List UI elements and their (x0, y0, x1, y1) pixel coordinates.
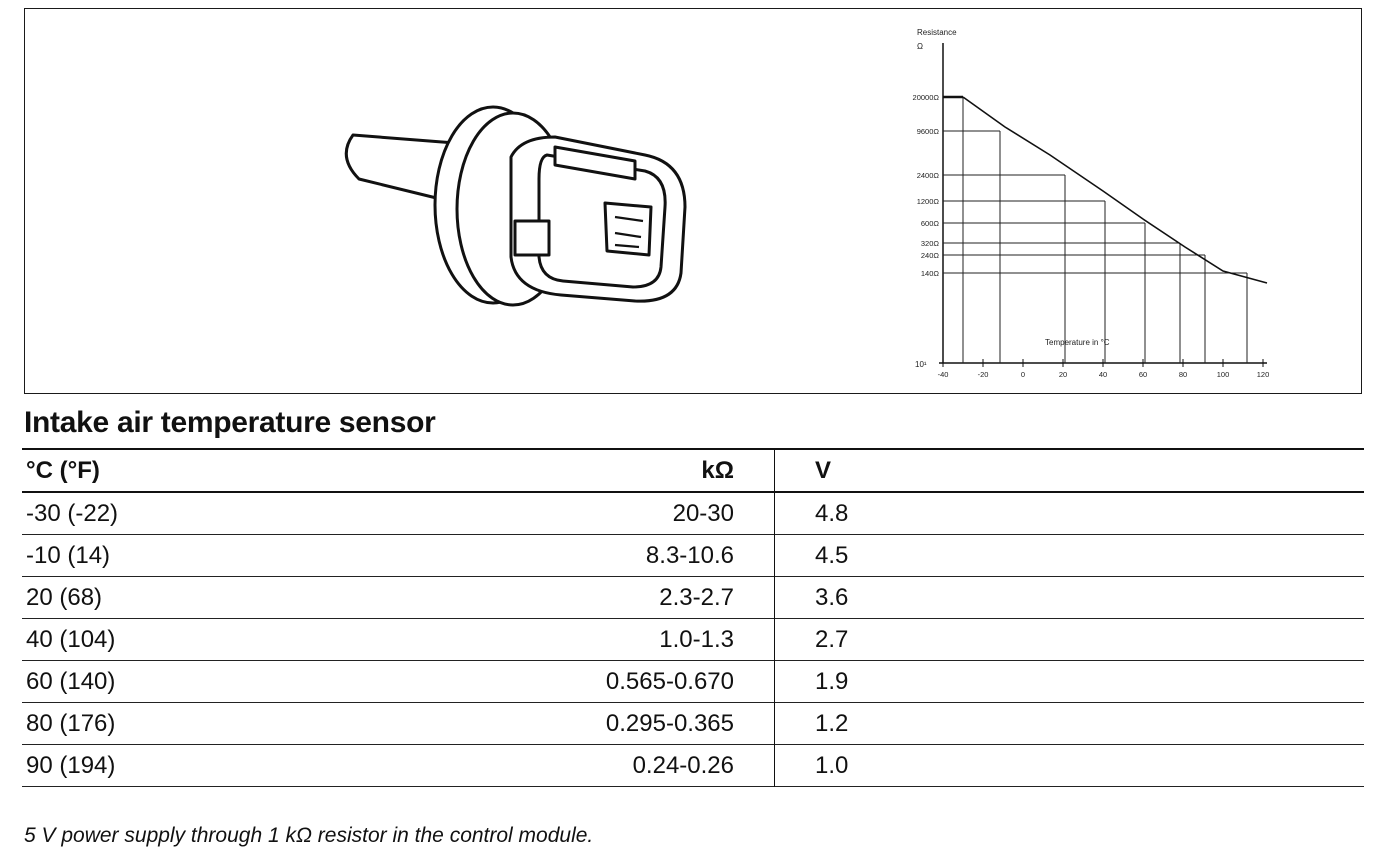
cell-temperature: 90 (194) (26, 751, 116, 779)
footnote: 5 V power supply through 1 kΩ resistor in the control module. (24, 824, 594, 847)
table-header-row (22, 449, 1364, 492)
graph-x-tick-label: 40 (1098, 370, 1108, 379)
table-row (22, 577, 1364, 619)
header-voltage: V (815, 456, 832, 484)
cell-temperature: 60 (140) (26, 667, 116, 695)
cell-temperature: 80 (176) (26, 709, 116, 737)
cell-resistance: 0.565-0.670 (560, 661, 775, 703)
sensor-spec-table (22, 448, 1364, 787)
cell-resistance: 1.0-1.3 (560, 619, 775, 661)
header-resistance: kΩ (560, 449, 775, 492)
graph-y-tick-label: 240Ω (920, 251, 939, 260)
cell-voltage: 4.8 (815, 499, 849, 527)
cell-voltage: 1.0 (815, 751, 849, 779)
graph-x-tick-label: 60 (1138, 370, 1148, 379)
graph-y-tick-label: 320Ω (920, 239, 939, 248)
graph-yunit: Ω (917, 42, 923, 51)
graph-xlabel: Temperature in °C (1045, 338, 1110, 347)
cell-resistance: 2.3-2.7 (560, 577, 775, 619)
graph-x-tick-label: -40 (937, 370, 949, 379)
graph-x-tick-label: 20 (1058, 370, 1068, 379)
graph-y-tick-label: 20000Ω (912, 93, 939, 102)
graph-y-tick-label: 1200Ω (916, 197, 939, 206)
graph-ylabel: Resistance (917, 28, 957, 37)
graph-x-tick-label: 80 (1178, 370, 1188, 379)
cell-voltage: 4.5 (815, 541, 849, 569)
graph-y-tick-label: 2400Ω (916, 171, 939, 180)
graph-x-tick-label: 120 (1256, 370, 1270, 379)
page-title: Intake air temperature sensor (24, 406, 436, 439)
table-row (22, 703, 1364, 745)
cell-resistance: 8.3-10.6 (560, 535, 775, 577)
cell-voltage: 3.6 (815, 583, 849, 611)
cell-resistance: 0.24-0.26 (560, 745, 775, 787)
table-row (22, 661, 1364, 703)
table-row (22, 619, 1364, 661)
graph-x-tick-label: 100 (1216, 370, 1230, 379)
sensor-illustration (315, 97, 705, 317)
resistance-temperature-graph (875, 23, 1285, 383)
cell-resistance: 20-30 (560, 492, 775, 535)
cell-voltage: 1.2 (815, 709, 849, 737)
cell-temperature: -30 (-22) (26, 499, 119, 527)
table-row (22, 492, 1364, 535)
figure-frame (24, 8, 1362, 394)
graph-y-tick-label: 140Ω (920, 269, 939, 278)
cell-voltage: 1.9 (815, 667, 849, 695)
cell-resistance: 0.295-0.365 (560, 703, 775, 745)
graph-ybottom-label: 10¹ (915, 360, 927, 369)
cell-temperature: -10 (14) (26, 541, 111, 569)
header-temperature: °C (°F) (26, 456, 100, 484)
table-row (22, 535, 1364, 577)
cell-voltage: 2.7 (815, 625, 849, 653)
graph-x-tick-label: 0 (1020, 370, 1026, 379)
graph-y-tick-label: 9600Ω (916, 127, 939, 136)
graph-x-tick-label: -20 (977, 370, 989, 379)
table-row (22, 745, 1364, 787)
cell-temperature: 20 (68) (26, 583, 103, 611)
cell-temperature: 40 (104) (26, 625, 116, 653)
graph-y-tick-label: 600Ω (920, 219, 939, 228)
